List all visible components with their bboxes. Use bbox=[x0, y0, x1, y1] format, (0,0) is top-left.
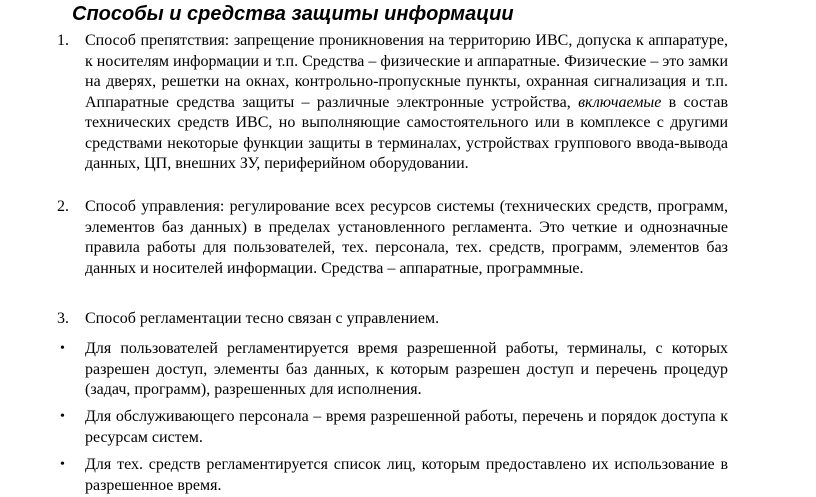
emphasized-word: включаемые bbox=[578, 93, 662, 111]
list-item-users bbox=[57, 339, 728, 401]
list-item-text: Для обслуживающего персонала – время разрешенной работы, перечень и порядок доступа к ресурсам систем. bbox=[85, 408, 728, 446]
list-number: 2. bbox=[57, 198, 69, 215]
list-item-text: Способ регламентации тесно связан с управлением. bbox=[85, 310, 440, 327]
list-item-regulation bbox=[57, 309, 728, 330]
list-item-management bbox=[57, 197, 728, 279]
page-title: Способы и средства защиты информации bbox=[72, 3, 514, 25]
list-item-obstruction bbox=[57, 31, 728, 175]
bullet-icon: • bbox=[60, 341, 65, 356]
bullet-icon: • bbox=[60, 409, 65, 424]
list-number: 3. bbox=[57, 310, 69, 327]
list-number: 1. bbox=[57, 32, 69, 49]
list-item-text: Для тех. средств регламентируется список лиц, которым предоставлено их использование в разрешенное время. bbox=[85, 456, 728, 494]
list-item-staff bbox=[57, 407, 728, 448]
list-item-tech-means bbox=[57, 455, 728, 496]
text-part: Способ препятствия: запрещение проникновения на территорию ИВС, допуска к аппаратуре, к носителям информации и т.п. Средства – физические и аппаратные. Физические – это замки на дверях, решетки на окнах, контрольно-пропускные пункты, охранная сигнализация и т.п. Аппаратные средства защиты – различные электронные устройства, bbox=[85, 32, 728, 111]
list-item-text: Для пользователей регламентируется время разрешенной работы, терминалы, с которых разрешен доступ, элементы баз данных, к которым разрешен доступ и перечень процедур (задач, программ), разрешенных для исполнения. bbox=[85, 340, 728, 398]
list-item-text: Способ управления: регулирование всех ресурсов системы (технических средств, программ, элементов баз данных) в пределах установленного регламента. Это четкие и однозначные правила работы для пользователей, тех. персонала, тех. средств, программ, элементов баз данных и носителей информации. Средства – аппаратные, программные. bbox=[85, 198, 728, 277]
text-part: в состав технических средств ИВС, но выполняющие самостоятельного или в комплексе с другими средствами некоторые функции защиты в терминалах, устройствах группового ввода-вывода данных, ЦП, внешних ЗУ, периферийном оборудовании. bbox=[85, 93, 729, 172]
bullet-icon: • bbox=[60, 457, 65, 472]
list-item-text bbox=[85, 31, 728, 175]
